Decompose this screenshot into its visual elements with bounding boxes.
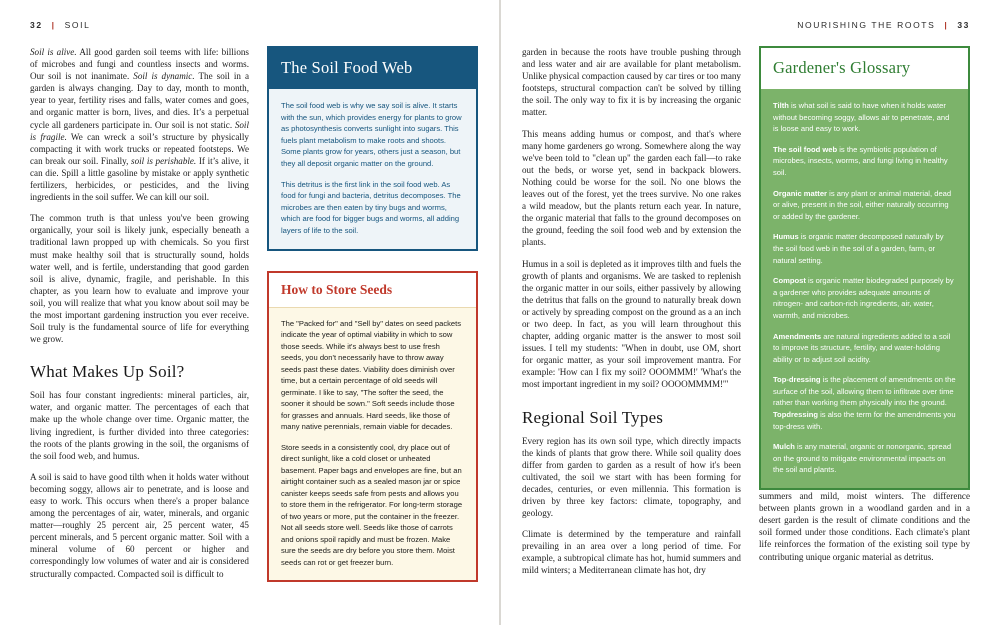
right-page <box>500 0 1000 625</box>
glossary-term: Mulch <box>772 442 795 452</box>
right-columns <box>522 46 970 606</box>
paragraph: Every region has its own soil type, which directly impacts the kinds of plants that grow there. While soil quality does differ from garden to garden as a result of how it's been cultivated, the soil we start with has been forming for decades, centuries, or even millennia. This formation is driven by three key factors: climate, topography, and geology. <box>522 435 741 519</box>
glossary-term: Tilth <box>772 101 789 110</box>
glossary-entry <box>773 100 956 135</box>
how-to-store-seeds-box <box>267 271 478 583</box>
paragraph: Soil is alive. All good garden soil teems with life: billions of microbes and fungi and countless insects and worms. Our soil is not inanimate. Soil is dynamic. The soil in a garden is always changing. Day to day, month to month, year to year, fertility rises and falls, water comes and goes, and organic matter is born, lives, and dies. It’s a perpetual cycle all gardeners participate in. Our soil is not static. Soil is fragile. We can wreck a soil’s structure by physically compacting it with work trucks or repeated footsteps. We can break our soil. Finally, soil is perishable. If it’s alive, it can die. Spill a little gasoline by mistake or apply synthetic fertilizers, herbicides, or pesticides, and the living ingredients in the soil suffer. We can kill our soil. <box>30 47 249 203</box>
right-chapter-title: NOURISHING THE ROOTS <box>797 20 936 30</box>
glossary-entry <box>773 275 956 321</box>
glossary-term: Humus <box>772 232 799 242</box>
glossary-term-secondary: Topdressing <box>772 410 818 420</box>
gardeners-glossary-box <box>759 46 970 490</box>
how-to-store-seeds-box-title: How to Store Seeds <box>269 273 476 308</box>
how-to-store-seeds-box-body <box>269 308 476 581</box>
glossary-term: Organic matter <box>772 188 828 198</box>
glossary-term: Top-dressing <box>772 375 821 385</box>
glossary-definition: is the symbiotic population of microbes, insects, worms, and fungi living in healthy soil. <box>772 144 948 177</box>
glossary-term: Amendments <box>772 331 822 341</box>
paragraph: garden in because the roots have trouble pushing through and less water and air are available for plant metabolism. Unlike physical compaction caused by car tires or too many footsteps, structural compaction can't be solved by tilling the soil. The only way to fix it is by increasing the organic matter. <box>522 47 741 118</box>
paragraph: This means adding humus or compost, and that's where many home gardeners go wrong. Somewhere along the way we've been told to "clean up" the garden each fall—to rake out the beds, or worse yet, send in backpack blowers. Nothing could be worse for the soil. No one blows the leaves out of the forest, yet the trees survive. No one rakes a wild meadow, but the plants return each year. In nature, the organic material that falls to the ground decomposes on the ground, feeding the soil food web and by extension the plants. <box>522 128 741 248</box>
runhead-separator: | <box>944 20 949 30</box>
paragraph: The "Packed for" and "Sell by" dates on seed packets indicate the year of optimal viability in which to sow those seeds. While it's always best to use fresh seeds, you don't necessarily have to throw away seeds past these dates. Viability does diminish over time, but a certain percentage of old seeds will germinate. I like to say, "The softer the seed, the sooner it should be sown." Soft seeds include those for grasses and annuals. Hard seeds, like those of many native perennials, remain viable for decades. <box>280 318 462 432</box>
glossary-definition: is any material, organic or nonorganic, spread on the ground to mitigate environmental impacts on the soil and plants. <box>772 442 952 475</box>
paragraph: Humus in a soil is depleted as it improves tilth and fuels the growth of plants and organisms. We are tasked to replenish the organic matter in our soils, either passively by allowing the detritus that falls on the ground to naturally break down or actively by spreading compost on the ground as a an inch or two deep. In fact, as you will learn throughout this chapter, adding organic matter is the answer to most soil issues. I tell my students: "When in doubt, use OM, short for organic matter, as your soil improvement mantra. For example: 'How can I fix my soil? OOOMMM!' 'What's the most important ingredient in my soil? OOOOMMMM!'" <box>522 258 741 390</box>
left-text-column <box>30 46 249 606</box>
left-sidebar-column <box>267 46 478 606</box>
soil-food-web-box-title: The Soil Food Web <box>269 48 476 89</box>
left-chapter-title: SOIL <box>64 20 91 30</box>
glossary-entry <box>773 374 956 432</box>
section-heading-what-makes-up-soil: What Makes Up Soil? <box>30 362 185 382</box>
paragraph: This detritus is the first link in the soil food web. As food for fungi and bacteria, detritus decomposes. The microbes are then eaten by tiny bugs and worms, which are food for bigger bugs and worms, all adding layers of life to the soil. <box>280 179 461 235</box>
glossary-entry <box>773 188 956 223</box>
runhead-separator: | <box>51 20 56 30</box>
glossary-term: The soil food web <box>772 144 838 154</box>
right-sidebar-column <box>759 46 970 606</box>
gardeners-glossary-entries <box>761 89 968 488</box>
glossary-definition: are natural ingredients added to a soil to improve its structure, fertility, and water-holding ability or to adjust soil acidity. <box>772 331 951 364</box>
soil-food-web-box-body <box>269 89 476 249</box>
glossary-definition: is any plant or animal material, dead or alive, present in the soil, either naturally occurring or added by the gardener. <box>772 188 952 221</box>
paragraph: Soil has four constant ingredients: mineral particles, air, water, and organic matter. The percentages of each that make up the whole change over time. Organic matter, the living ingredient, is further divided into three categories: the roots of the plants growing in the soil, the organisms of the soil food web, and humus. <box>30 390 249 461</box>
glossary-entry <box>773 144 956 179</box>
left-folio: 32 <box>30 20 43 30</box>
glossary-definition: is organic matter decomposed naturally by the soil food web in the soil of a garden, farm, or natural setting. <box>772 232 944 265</box>
glossary-entry <box>773 331 956 366</box>
left-columns <box>30 46 478 606</box>
left-running-head <box>30 18 478 32</box>
right-folio: 33 <box>957 20 970 30</box>
paragraph: Store seeds in a consistently cool, dry place out of direct sunlight, like a cold closet or unheated basement. Paper bags and envelopes are fine, but an airtight container such as a sealed mason jar or spice canister keeps seeds safe from pests and allows you to store them in the refrigerator. For long-term storage of two years or more, put the container in the freezer. Not all seeds store well. Seeds like those of carrots and onions spoil rapidly and must be frozen. Make sure the seeds are dry before you store them. Moist seeds can rot or get freezer burn. <box>280 442 463 567</box>
gardeners-glossary-box-title: Gardener's Glossary <box>761 48 968 89</box>
glossary-entry <box>773 441 956 476</box>
glossary-term: Compost <box>772 276 806 286</box>
right-running-head <box>522 18 970 32</box>
section-heading-regional-soil-types: Regional Soil Types <box>522 407 664 427</box>
glossary-definition: is the placement of amendments on the surface of the soil, allowing them to infiltrate over time rather than working them physically into the ground. Topdressing is also the term for the amendments you top-dress with. <box>772 375 956 431</box>
paragraph: The soil food web is why we say soil is alive. It starts with the sun, which provides energy for plants to grow as photosynthesis converts sunlight into sugars. This fuels plant metabolism to make roots and shoots. Some plants grow for years, others just a season, but they all deposit organic matter on the ground. <box>280 101 462 168</box>
glossary-entry <box>773 231 956 266</box>
paragraph: summers and mild, moist winters. The difference between plants grown in a woodland garden and in a desert garden is the result of climate conditions and the soil formed under those conditions. Each climate's plant life reinforces the formation of the existing soil type by contributing unique organic material as detritus. <box>758 491 970 562</box>
glossary-definition: is organic matter biodegraded purposely by a gardener who provides adequate amounts of nitrogen- and carbon-rich ingredients, air, water, warmth, and microbes. <box>772 276 954 320</box>
page-gutter <box>499 0 501 625</box>
glossary-definition: is what soil is said to have when it holds water without becoming soggy, allows air to penetrate, and is loose and easy to work. <box>772 101 950 134</box>
right-text-column <box>522 46 741 606</box>
paragraph: The common truth is that unless you've been growing organically, your soil is likely junk, especially beneath a traditional lawn propped up with chemicals. So you first must make healthy soil that is structurally sound, holds water well, and is fertile, understanding that good garden soil is alive, dynamic, fragile, and perishable. In this chapter, as you learn how to evaluate and improve your soil, you will realize that what you know about soil may be the most important gardening instruction you ever receive. Soil truly is the fundamental source of life for everything we grow. <box>30 213 249 345</box>
soil-food-web-box <box>267 46 478 251</box>
paragraph: Climate is determined by the temperature and rainfall prevailing in an area over a long period of time. For example, a subtropical climate has hot, humid summers and mild winters; a Mediterranean climate has hot, dry <box>522 529 741 576</box>
paragraph: A soil is said to have good tilth when it holds water without becoming soggy, allows air to penetrate, and is loose and easy to work. This occurs when there's a proper balance among the percentages of air, water, minerals, and organic matter—roughly 25 percent air, 25 percent water, 45 percent minerals, and 5 percent organic matter. Soil with a mineral volume of 60 percent or higher and correspondingly low volumes of water and air is considered structurally compacted. Compacted soil is difficult to <box>30 471 249 579</box>
